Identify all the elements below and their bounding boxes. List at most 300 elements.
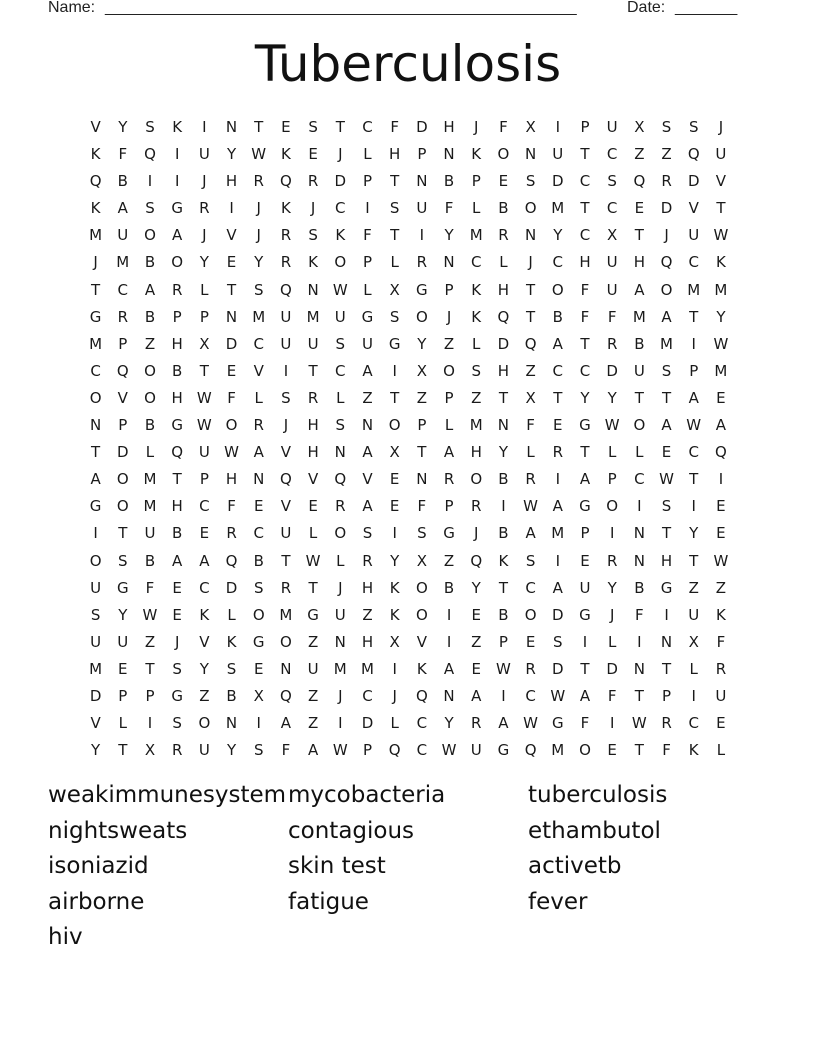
grid-letter: W xyxy=(305,551,321,570)
grid-letter: I xyxy=(419,226,425,245)
grid-letter: G xyxy=(89,497,102,516)
grid-letter: Z xyxy=(688,578,699,597)
grid-letter: W xyxy=(196,388,212,407)
grid-letter: D xyxy=(552,172,564,191)
grid-letter: D xyxy=(687,172,700,191)
grid-letter: J xyxy=(310,199,316,218)
grid-letter: I xyxy=(229,199,234,218)
grid-letter: N xyxy=(633,524,645,543)
grid-letter: T xyxy=(308,578,318,597)
grid-letter: W xyxy=(713,334,729,353)
grid-letter: B xyxy=(443,172,455,191)
grid-letter: O xyxy=(551,280,564,299)
grid-letter: E xyxy=(498,172,509,191)
grid-letter: R xyxy=(253,172,264,191)
grid-letter: S xyxy=(661,118,672,136)
grid-letter: F xyxy=(417,497,427,516)
grid-letter: Y xyxy=(716,307,726,326)
grid-letter: X xyxy=(607,226,618,245)
grid-letter: G xyxy=(171,416,183,435)
grid-letter: T xyxy=(634,741,644,760)
date-blank-line: _______ xyxy=(675,0,738,16)
grid-letter: Q xyxy=(633,172,646,191)
grid-letter: K xyxy=(172,118,183,136)
grid-letter: U xyxy=(633,361,645,380)
grid-letter: C xyxy=(634,470,645,489)
grid-letter: O xyxy=(524,605,537,624)
grid-letter: B xyxy=(144,551,156,570)
grid-letter: M xyxy=(551,199,565,218)
grid-letter: U xyxy=(688,605,700,624)
grid-letter: S xyxy=(335,416,346,435)
grid-letter: P xyxy=(498,632,508,651)
grid-letter: S xyxy=(172,659,182,678)
grid-letter: I xyxy=(174,145,180,164)
grid-letter: E xyxy=(716,388,726,407)
grid-letter: I xyxy=(637,632,642,651)
grid-letter: I xyxy=(283,361,289,380)
grid-letter: V xyxy=(280,497,292,516)
grid-letter: A xyxy=(552,334,563,353)
grid-letter: E xyxy=(308,497,318,516)
word-list-item: airborne xyxy=(48,888,145,915)
grid-letter: I xyxy=(609,524,615,543)
grid-letter: G xyxy=(579,416,591,435)
grid-letter: W xyxy=(523,714,539,733)
grid-letter: C xyxy=(416,741,428,760)
grid-letter: G xyxy=(116,578,129,597)
grid-letter: T xyxy=(526,280,536,299)
grid-letter: O xyxy=(116,470,129,489)
grid-letter: M xyxy=(333,659,347,678)
word-list-item: hiv xyxy=(48,924,83,950)
grid-letter: B xyxy=(226,686,237,705)
grid-letter: E xyxy=(308,145,318,164)
grid-letter: J xyxy=(338,145,343,164)
name-blank-line: _____________________________________________________ xyxy=(105,0,577,16)
grid-letter: P xyxy=(607,470,617,489)
grid-letter: I xyxy=(555,551,560,570)
grid-letter: Y xyxy=(417,334,427,353)
grid-letter: T xyxy=(91,280,101,299)
grid-letter: E xyxy=(661,443,672,462)
grid-letter: D xyxy=(606,659,618,678)
grid-letter: L xyxy=(390,253,399,272)
grid-letter: S xyxy=(308,226,318,245)
word-list-item: activetb xyxy=(528,853,622,879)
grid-letter: V xyxy=(688,199,699,218)
grid-letter: I xyxy=(609,714,615,733)
grid-letter: G xyxy=(660,578,673,597)
grid-letter: Q xyxy=(524,334,537,353)
grid-letter: B xyxy=(172,524,183,543)
grid-letter: R xyxy=(471,497,482,516)
grid-letter: V xyxy=(416,632,427,651)
grid-letter: R xyxy=(280,253,292,272)
grid-letter: G xyxy=(361,307,374,326)
grid-letter: N xyxy=(225,714,238,733)
grid-letter: H xyxy=(579,253,591,272)
grid-letter: A xyxy=(307,741,319,760)
grid-letter: W xyxy=(251,145,267,164)
grid-letter: Z xyxy=(144,334,156,353)
grid-letter: M xyxy=(306,307,320,326)
grid-letter: W xyxy=(196,416,212,435)
grid-letter: H xyxy=(225,172,238,191)
grid-letter: A xyxy=(661,307,672,326)
grid-letter: T xyxy=(226,280,237,299)
grid-letter: S xyxy=(389,307,400,326)
grid-letter: I xyxy=(501,497,506,516)
grid-letter: U xyxy=(606,280,618,299)
grid-letter: E xyxy=(172,605,182,624)
grid-letter: I xyxy=(256,714,261,733)
grid-letter: P xyxy=(118,686,128,705)
grid-letter: I xyxy=(446,605,452,624)
grid-letter: R xyxy=(661,714,672,733)
grid-letter: L xyxy=(390,714,399,733)
grid-letter: K xyxy=(280,145,291,164)
grid-letter: W xyxy=(713,226,729,245)
grid-letter: O xyxy=(470,470,483,489)
grid-letter: P xyxy=(689,361,699,380)
grid-letter: Z xyxy=(715,578,727,597)
grid-letter: P xyxy=(444,497,454,516)
grid-letter: Q xyxy=(415,686,428,705)
grid-letter: O xyxy=(334,253,347,272)
grid-letter: L xyxy=(336,551,345,570)
grid-letter: L xyxy=(472,334,481,353)
grid-letter: V xyxy=(280,443,292,462)
grid-letter: P xyxy=(118,416,128,435)
grid-letter: T xyxy=(498,388,508,407)
grid-letter: Q xyxy=(524,741,537,760)
grid-letter: F xyxy=(580,307,590,326)
grid-letter: A xyxy=(552,578,563,597)
grid-letter: Z xyxy=(144,632,156,651)
grid-letter: N xyxy=(633,659,645,678)
grid-letter: E xyxy=(281,118,291,136)
grid-letter: J xyxy=(474,524,479,543)
grid-letter: I xyxy=(147,714,153,733)
grid-letter: B xyxy=(498,605,509,624)
grid-letter: V xyxy=(362,470,373,489)
grid-letter: Z xyxy=(307,714,319,733)
grid-letter: R xyxy=(307,388,319,407)
grid-letter: P xyxy=(362,172,372,191)
grid-letter: Q xyxy=(687,145,700,164)
grid-letter: L xyxy=(363,145,372,164)
grid-letter: H xyxy=(225,470,238,489)
grid-letter: A xyxy=(715,416,727,435)
grid-letter: Y xyxy=(199,659,209,678)
grid-letter: U xyxy=(416,199,428,218)
grid-letter: F xyxy=(227,388,236,407)
grid-letter: F xyxy=(580,714,590,733)
grid-letter: E xyxy=(716,714,726,733)
grid-letter: A xyxy=(172,551,183,570)
grid-letter: T xyxy=(390,172,400,191)
word-list-item: isoniazid xyxy=(48,853,149,879)
grid-letter: X xyxy=(688,632,699,651)
grid-letter: X xyxy=(416,361,427,380)
grid-letter: E xyxy=(253,497,264,516)
grid-letter: S xyxy=(661,361,672,380)
grid-letter: M xyxy=(469,416,483,435)
grid-letter: A xyxy=(144,280,156,299)
grid-letter: U xyxy=(280,334,292,353)
grid-letter: X xyxy=(525,388,536,407)
grid-letter: G xyxy=(551,714,564,733)
grid-letter: K xyxy=(389,605,400,624)
word-list-item: nightsweats xyxy=(48,817,188,844)
grid-letter: D xyxy=(497,334,510,353)
grid-letter: D xyxy=(334,172,347,191)
grid-letter: D xyxy=(117,443,129,462)
grid-letter: E xyxy=(118,659,128,678)
grid-letter: J xyxy=(664,226,669,245)
grid-letter: J xyxy=(256,226,261,245)
grid-letter: R xyxy=(226,524,237,543)
grid-letter: E xyxy=(553,416,563,435)
grid-letter: S xyxy=(90,605,101,624)
grid-letter: U xyxy=(470,741,482,760)
grid-letter: T xyxy=(553,388,563,407)
grid-letter: A xyxy=(172,226,183,245)
grid-letter: J xyxy=(446,307,452,326)
grid-letter: Y xyxy=(689,524,699,543)
grid-letter: B xyxy=(552,307,563,326)
grid-letter: I xyxy=(501,686,506,705)
grid-letter: O xyxy=(660,280,673,299)
grid-letter: O xyxy=(252,605,265,624)
grid-letter: L xyxy=(635,443,644,462)
grid-letter: N xyxy=(89,416,102,435)
grid-letter: I xyxy=(392,524,397,543)
grid-letter: X xyxy=(525,118,536,136)
grid-letter: L xyxy=(444,416,454,435)
grid-letter: R xyxy=(171,280,183,299)
grid-letter: I xyxy=(338,714,343,733)
grid-letter: X xyxy=(389,443,400,462)
grid-letter: L xyxy=(254,388,263,407)
grid-letter: I xyxy=(174,172,180,191)
grid-letter: W xyxy=(550,686,566,705)
grid-letter: Q xyxy=(280,172,292,191)
grid-letter: K xyxy=(90,145,101,164)
grid-letter: F xyxy=(580,280,590,299)
grid-letter: S xyxy=(226,659,237,678)
word-list xyxy=(48,778,768,956)
grid-letter: Q xyxy=(334,470,347,489)
grid-letter: K xyxy=(688,741,699,760)
grid-letter: J xyxy=(718,118,724,136)
grid-letter: F xyxy=(526,416,535,435)
grid-letter: S xyxy=(335,334,346,353)
grid-letter: N xyxy=(416,470,428,489)
grid-letter: B xyxy=(498,524,509,543)
grid-letter: U xyxy=(715,145,727,164)
grid-letter: Z xyxy=(634,145,645,164)
grid-letter: W xyxy=(631,714,647,733)
word-list-item: tuberculosis xyxy=(528,782,668,808)
grid-letter: V xyxy=(715,172,727,191)
grid-letter: B xyxy=(634,578,645,597)
grid-letter: H xyxy=(307,416,319,435)
grid-letter: X xyxy=(416,551,427,570)
grid-letter: L xyxy=(607,443,617,462)
grid-letter: N xyxy=(225,118,238,136)
grid-letter: H xyxy=(361,632,374,651)
grid-letter: M xyxy=(687,280,701,299)
grid-letter: L xyxy=(363,280,372,299)
grid-letter: A xyxy=(362,361,373,380)
grid-letter: N xyxy=(443,145,455,164)
grid-letter: S xyxy=(661,497,672,516)
grid-letter: R xyxy=(307,172,319,191)
grid-letter: O xyxy=(415,578,428,597)
grid-letter: T xyxy=(118,741,128,760)
grid-letter: I xyxy=(392,659,397,678)
grid-letter: R xyxy=(715,659,727,678)
grid-letter: E xyxy=(389,470,400,489)
grid-letter: V xyxy=(307,470,319,489)
grid-letter: R xyxy=(253,416,264,435)
grid-letter: A xyxy=(579,470,591,489)
grid-letter: G xyxy=(171,686,183,705)
grid-letter: K xyxy=(280,199,291,218)
grid-letter: C xyxy=(335,361,346,380)
grid-letter: T xyxy=(335,118,345,136)
grid-letter: J xyxy=(202,226,207,245)
grid-letter: X xyxy=(389,280,400,299)
grid-letter: Y xyxy=(199,253,209,272)
grid-letter: G xyxy=(416,280,428,299)
grid-letter: Y xyxy=(607,578,617,597)
grid-letter: T xyxy=(91,443,101,462)
grid-letter: L xyxy=(308,524,318,543)
grid-letter: U xyxy=(198,443,210,462)
grid-letter: G xyxy=(497,741,510,760)
grid-letter: H xyxy=(389,145,401,164)
grid-letter: M xyxy=(143,497,157,516)
grid-letter: U xyxy=(307,659,319,678)
grid-letter: B xyxy=(498,199,509,218)
grid-letter: O xyxy=(633,416,646,435)
grid-letter: U xyxy=(334,605,346,624)
grid-letter: V xyxy=(90,714,101,733)
grid-letter: M xyxy=(660,334,673,353)
grid-letter: Z xyxy=(471,632,482,651)
grid-letter: C xyxy=(253,524,264,543)
grid-letter: K xyxy=(308,253,319,272)
grid-letter: A xyxy=(552,497,563,516)
grid-letter: Y xyxy=(471,578,481,597)
grid-letter: A xyxy=(661,416,672,435)
grid-letter: N xyxy=(361,416,374,435)
grid-letter: U xyxy=(280,307,292,326)
grid-letter: T xyxy=(580,659,590,678)
grid-letter: P xyxy=(199,470,209,489)
grid-letter: C xyxy=(606,199,618,218)
grid-letter: L xyxy=(472,199,481,218)
grid-letter: W xyxy=(604,416,620,435)
grid-letter: P xyxy=(118,334,128,353)
grid-letter: H xyxy=(633,253,645,272)
grid-letter: D xyxy=(361,714,374,733)
grid-letter: C xyxy=(552,361,564,380)
grid-letter: O xyxy=(334,524,347,543)
grid-letter: T xyxy=(308,361,318,380)
grid-letter: Q xyxy=(497,307,510,326)
grid-letter: T xyxy=(172,470,182,489)
grid-letter: J xyxy=(93,253,98,272)
grid-letter: E xyxy=(199,524,210,543)
grid-letter: C xyxy=(688,714,699,733)
grid-letter: U xyxy=(688,226,700,245)
grid-letter: W xyxy=(142,605,158,624)
grid-letter: W xyxy=(332,741,348,760)
grid-letter: M xyxy=(143,470,157,489)
grid-letter: P xyxy=(362,741,372,760)
grid-letter: H xyxy=(470,443,482,462)
grid-letter: W xyxy=(495,659,511,678)
grid-letter: C xyxy=(688,443,699,462)
grid-letter: S xyxy=(145,118,155,136)
grid-letter: O xyxy=(497,145,510,164)
grid-letter: Y xyxy=(498,443,508,462)
grid-letter: B xyxy=(172,361,183,380)
grid-letter: J xyxy=(174,632,180,651)
grid-letter: H xyxy=(171,388,183,407)
grid-letter: U xyxy=(552,145,564,164)
grid-letter: C xyxy=(90,361,101,380)
grid-letter: E xyxy=(471,659,481,678)
grid-letter: I xyxy=(691,497,696,516)
name-label: Name: xyxy=(48,0,96,16)
grid-letter: R xyxy=(443,470,455,489)
grid-letter: T xyxy=(199,361,209,380)
grid-letter: K xyxy=(90,199,101,218)
grid-letter: P xyxy=(580,118,590,136)
grid-letter: K xyxy=(199,605,210,624)
word-list-item: skin test xyxy=(288,853,386,879)
grid-letter: P xyxy=(362,253,372,272)
grid-letter: V xyxy=(226,226,237,245)
grid-letter: G xyxy=(171,199,183,218)
grid-letter: M xyxy=(360,659,374,678)
grid-letter: O xyxy=(116,497,129,516)
grid-letter: I xyxy=(392,361,397,380)
grid-letter: D xyxy=(225,578,238,597)
grid-letter: U xyxy=(334,307,346,326)
grid-letter: E xyxy=(253,659,264,678)
grid-letter: A xyxy=(579,686,591,705)
grid-letter: A xyxy=(253,443,264,462)
grid-letter: T xyxy=(689,470,699,489)
grid-letter: I xyxy=(691,334,696,353)
grid-letter: A xyxy=(525,524,536,543)
grid-letter: M xyxy=(632,307,646,326)
grid-letter: S xyxy=(362,524,373,543)
grid-letter: P xyxy=(662,686,672,705)
grid-letter: V xyxy=(253,361,264,380)
grid-letter: L xyxy=(689,659,698,678)
grid-letter: I xyxy=(93,524,98,543)
grid-letter: F xyxy=(281,741,291,760)
name-date-header xyxy=(48,0,748,20)
grid-letter: C xyxy=(253,334,264,353)
